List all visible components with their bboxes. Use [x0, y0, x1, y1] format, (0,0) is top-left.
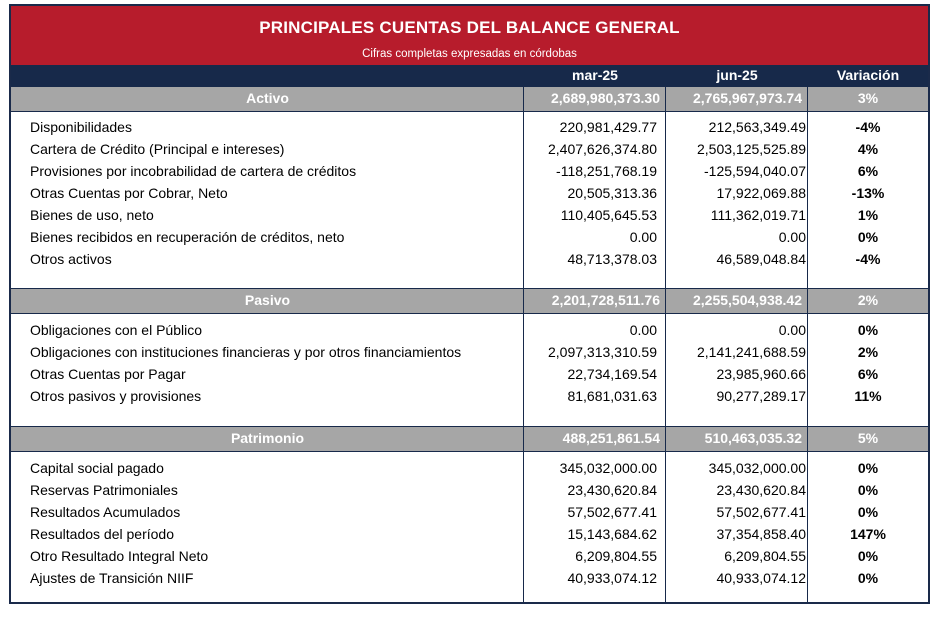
- balance-table: [9, 4, 930, 604]
- row-label: Otros activos: [30, 251, 112, 267]
- row-value-jun: -125,594,040.07: [704, 163, 806, 179]
- row-value-mar: 81,681,031.63: [567, 388, 657, 404]
- row-value-jun: 23,430,620.84: [716, 482, 806, 498]
- row-value-jun: 2,141,241,688.59: [697, 344, 806, 360]
- section-total-jun: 510,463,035.32: [704, 430, 802, 446]
- row-variacion: 6%: [857, 366, 879, 382]
- row-variacion: 0%: [857, 548, 879, 564]
- row-variacion: -13%: [851, 185, 885, 201]
- row-variacion: 0%: [857, 482, 879, 498]
- section-name: Pasivo: [244, 292, 291, 308]
- row-value-mar: 15,143,684.62: [567, 526, 657, 542]
- col-header-mar: mar-25: [572, 67, 618, 83]
- table-row: [11, 226, 928, 248]
- table-row: [11, 523, 928, 545]
- row-label: Resultados del período: [30, 526, 174, 542]
- row-value-jun: 111,362,019.71: [710, 207, 806, 223]
- row-value-jun: 46,589,048.84: [716, 251, 806, 267]
- section-total-jun: 2,255,504,938.42: [693, 292, 802, 308]
- row-value-jun: 345,032,000.00: [708, 460, 806, 476]
- row-value-mar: 2,407,626,374.80: [548, 141, 657, 157]
- column-divider: [665, 65, 666, 602]
- col-header-variacion: Variación: [836, 67, 900, 83]
- table-row: [11, 457, 928, 479]
- row-value-mar: 48,713,378.03: [567, 251, 657, 267]
- row-value-jun: 2,503,125,525.89: [697, 141, 806, 157]
- section-patrimonio: [11, 426, 928, 452]
- column-divider: [807, 65, 808, 602]
- table-row: [11, 479, 928, 501]
- table-row: [11, 182, 928, 204]
- table-row: [11, 545, 928, 567]
- table-title: PRINCIPALES CUENTAS DEL BALANCE GENERAL: [259, 18, 680, 37]
- row-label: Bienes recibidos en recuperación de créditos, neto: [30, 229, 345, 245]
- table-row: [11, 248, 928, 270]
- row-value-mar: 23,430,620.84: [567, 482, 657, 498]
- section-total-jun: 2,765,967,973.74: [693, 90, 802, 106]
- row-value-jun: 0.00: [778, 322, 806, 338]
- section-name: Patrimonio: [230, 430, 305, 446]
- row-value-mar: 345,032,000.00: [559, 460, 657, 476]
- section-activo: [11, 86, 928, 112]
- table-row: [11, 341, 928, 363]
- row-value-mar: 0.00: [629, 229, 657, 245]
- table-row: [11, 319, 928, 341]
- row-value-jun: 17,922,069.88: [716, 185, 806, 201]
- row-variacion: 1%: [857, 207, 879, 223]
- row-value-jun: 6,209,804.55: [724, 548, 806, 564]
- table-row: [11, 138, 928, 160]
- row-value-mar: 57,502,677.41: [567, 504, 657, 520]
- row-value-mar: 20,505,313.36: [567, 185, 657, 201]
- table-row: [11, 385, 928, 407]
- section-name: Activo: [246, 90, 289, 106]
- table-row: [11, 204, 928, 226]
- row-label: Obligaciones con instituciones financieras y por otros financiamientos: [30, 344, 462, 360]
- row-label: Ajustes de Transición NIIF: [30, 570, 194, 586]
- row-variacion: 11%: [854, 388, 882, 404]
- row-label: Cartera de Crédito (Principal e intereses): [30, 141, 285, 157]
- row-value-mar: 220,981,429.77: [559, 119, 657, 135]
- row-value-mar: 6,209,804.55: [575, 548, 657, 564]
- row-variacion: 0%: [857, 570, 879, 586]
- section-total-variacion: 2%: [857, 292, 879, 308]
- period-header: [11, 65, 928, 86]
- col-header-jun: jun-25: [716, 67, 758, 83]
- row-label: Resultados Acumulados: [30, 504, 181, 520]
- row-label: Capital social pagado: [30, 460, 164, 476]
- row-label: Otros pasivos y provisiones: [30, 388, 202, 404]
- row-variacion: 0%: [857, 504, 879, 520]
- row-label: Otras Cuentas por Pagar: [30, 366, 186, 382]
- row-label: Bienes de uso, neto: [30, 207, 154, 223]
- section-total-mar: 2,201,728,511.76: [551, 292, 660, 308]
- section-total-mar: 488,251,861.54: [562, 430, 660, 446]
- row-value-jun: 0.00: [778, 229, 806, 245]
- section-total-variacion: 3%: [857, 90, 879, 106]
- row-variacion: 0%: [857, 229, 879, 245]
- table-row: [11, 501, 928, 523]
- row-variacion: -4%: [855, 251, 881, 267]
- section-total-variacion: 5%: [857, 430, 879, 446]
- table-row: [11, 363, 928, 385]
- row-value-jun: 90,277,289.17: [716, 388, 806, 404]
- table-row: [11, 567, 928, 589]
- row-value-mar: 22,734,169.54: [567, 366, 657, 382]
- row-variacion: -4%: [855, 119, 881, 135]
- row-value-jun: 57,502,677.41: [716, 504, 806, 520]
- row-label: Otro Resultado Integral Neto: [30, 548, 209, 564]
- column-divider: [523, 65, 524, 602]
- row-variacion: 0%: [857, 460, 879, 476]
- row-variacion: 2%: [857, 344, 879, 360]
- row-value-jun: 23,985,960.66: [716, 366, 806, 382]
- table-row: [11, 116, 928, 138]
- row-label: Obligaciones con el Público: [30, 322, 202, 338]
- table-row: [11, 160, 928, 182]
- row-variacion: 6%: [857, 163, 879, 179]
- row-value-jun: 37,354,858.40: [716, 526, 806, 542]
- row-variacion: 0%: [857, 322, 879, 338]
- title-bar: [11, 6, 928, 65]
- row-label: Reservas Patrimoniales: [30, 482, 178, 498]
- row-label: Otras Cuentas por Cobrar, Neto: [30, 185, 228, 201]
- row-value-mar: 40,933,074.12: [567, 570, 657, 586]
- row-value-mar: -118,251,768.19: [556, 163, 657, 179]
- row-value-jun: 40,933,074.12: [716, 570, 806, 586]
- row-value-mar: 0.00: [629, 322, 657, 338]
- row-value-mar: 2,097,313,310.59: [548, 344, 657, 360]
- row-value-mar: 110,405,645.53: [560, 207, 657, 223]
- row-label: Provisiones por incobrabilidad de cartera de créditos: [30, 163, 357, 179]
- row-label: Disponibilidades: [30, 119, 132, 135]
- table-subtitle: Cifras completas expresadas en córdobas: [362, 48, 577, 60]
- row-variacion: 4%: [857, 141, 879, 157]
- row-variacion: 147%: [850, 526, 886, 542]
- section-total-mar: 2,689,980,373.30: [551, 90, 660, 106]
- row-value-jun: 212,563,349.49: [708, 119, 806, 135]
- section-pasivo: [11, 288, 928, 314]
